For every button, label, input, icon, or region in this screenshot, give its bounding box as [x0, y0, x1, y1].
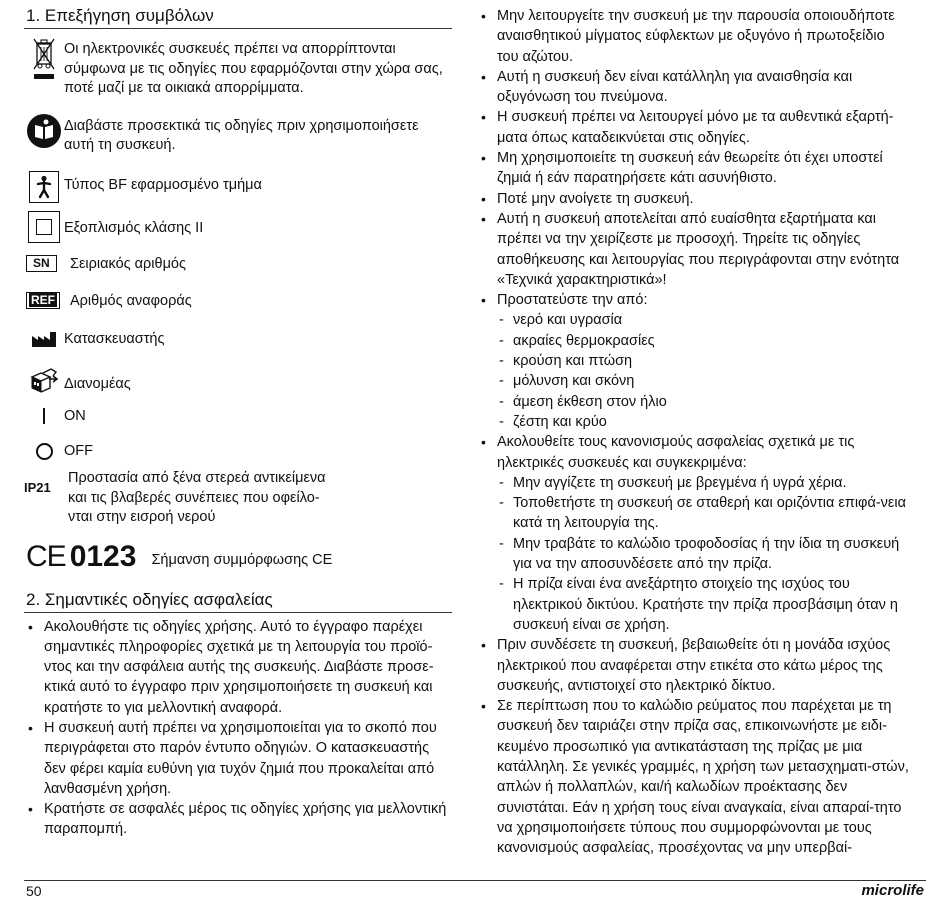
symbol-row-type-bf — [24, 171, 452, 203]
list-item: • Κρατήστε σε ασφαλές μέρος τις οδηγίες χρήσης για μελλοντική παραπομπή. — [24, 799, 452, 840]
power-off-icon — [24, 442, 64, 460]
ip21-icon: IP21 — [24, 480, 51, 495]
ce-number: 0123 — [69, 539, 137, 573]
type-bf-icon — [24, 171, 64, 203]
symbol-text-type-bf: Τύπος BF εφαρμοσμένο τμήμα — [64, 176, 262, 193]
serial-number-icon: SN — [24, 255, 70, 272]
list-item: - κρούση και πτώση — [477, 351, 909, 371]
distributor-icon — [24, 367, 64, 395]
list-item: • Σε περίπτωση που το καλώδιο ρεύματος που παρέχεται με τη συσκευή δεν ταιριάζει στην πρίζα σας, επικοινωνήστε με ειδι-κευμένο προσωπικό για αντικατάσταση της πρίζας με μια κατάλληλη. Σε γενικές γραμμές, η χρήση των μετασχηματι-στών, απλών ή πολλαπλών, και/ή καλωδίων προέκτασης δεν συνιστάται. Εάν η χρήση τους είναι αναγκαία, είναι απαραί-τητο να χρησιμοποιήσετε τύπους που συμμορφώνονται με τους κανονισμούς ασφαλείας, προσέχοντας να μην υπερβαί- — [477, 696, 909, 858]
symbol-text-serial-number: Σειριακός αριθμός — [70, 255, 186, 272]
ce-marking-text: Σήμανση συμμόρφωσης CE — [151, 552, 333, 568]
symbol-row-ip21 — [24, 469, 452, 528]
list-item: - ακραίες θερμοκρασίες — [477, 331, 909, 351]
symbol-text-manufacturer: Κατασκευαστής — [64, 330, 165, 347]
protect-lead: Προστατεύστε την από: — [497, 292, 648, 309]
protect-list — [477, 310, 909, 432]
weee-bin-icon — [24, 38, 64, 98]
symbol-row-power-on — [24, 407, 452, 427]
list-item: - Η πρίζα είναι ένα ανεξάρτητο στοιχείο της ισχύος του ηλεκτρικού δικτύου. Κρατήστε την πρίζα προσβάσιμη όταν η συσκευή είναι σε χρήση. — [477, 574, 909, 635]
section-2-title: 2. Σημαντικές οδηγίες ασφαλείας — [24, 584, 452, 613]
section-1-title: 1. Επεξήγηση συμβόλων — [24, 0, 452, 29]
symbol-row-weee — [24, 38, 452, 99]
ce-marking-row — [24, 539, 452, 573]
list-item: - νερό και υγρασία — [477, 310, 909, 330]
symbol-row-read-instructions — [24, 113, 452, 156]
list-item: • Αυτή η συσκευή αποτελείται από ευαίσθητα εξαρτήματα και πρέπει να την χειρίζεστε με προσοχή. Τηρείτε τις οδηγίες αποθήκευσης και λειτουργίας που περιγράφονται στην ενότητα «Τεχνικά χαρακτηριστικά»! — [477, 209, 909, 290]
read-instructions-icon — [24, 113, 64, 149]
manufacturer-icon — [24, 330, 64, 348]
symbol-text-weee: Οι ηλεκτρονικές συσκευές πρέπει να απορρίπτονται σύμφωνα με τις οδηγίες που εφαρμόζονται στην χώρα σας, ποτέ μαζί με τα οικιακά απορρίμματα. — [64, 41, 443, 96]
brand-logo: microlife — [861, 882, 924, 899]
right-column — [477, 6, 909, 858]
safety-bullets-right-b — [477, 635, 909, 858]
symbol-row-distributor — [24, 367, 452, 395]
symbol-text-reference: Αριθμός αναφοράς — [70, 293, 192, 309]
list-item: - άμεση έκθεση στον ήλιο — [477, 392, 909, 412]
symbol-text-distributor: Διανομέας — [64, 376, 131, 392]
symbol-row-serial-number — [24, 255, 452, 275]
list-item: - Μην τραβάτε το καλώδιο τροφοδοσίας ή την ίδια τη συσκευή για να την αποσυνδέσετε από την πρίζα. — [477, 534, 909, 575]
symbol-text-power-on: ON — [64, 408, 86, 424]
symbol-text-power-off: OFF — [64, 442, 93, 459]
power-on-icon — [24, 407, 64, 424]
list-item: • Μην λειτουργείτε την συσκευή με την παρουσία οποιουδήποτε αναισθητικού μίγματος εύφλεκτων με οξυγόνο ή πρωτοξείδιο του αζώτου. — [477, 6, 909, 67]
symbol-row-manufacturer — [24, 330, 452, 350]
symbol-row-class-ii — [24, 211, 452, 243]
left-column — [24, 0, 452, 840]
list-item: • Μη χρησιμοποιείτε τη συσκευή εάν θεωρείτε ότι έχει υποστεί ζημιά ή εάν παρατηρήσετε κάτι ασυνήθιστο. — [477, 148, 909, 189]
list-item: - μόλυνση και σκόνη — [477, 371, 909, 391]
safety-bullets-left — [24, 617, 452, 840]
list-item: - ζέστη και κρύο — [477, 412, 909, 432]
list-item: • Ποτέ μην ανοίγετε τη συσκευή. — [477, 189, 909, 209]
list-item-protect — [477, 290, 909, 310]
list-item: - Μην αγγίζετε τη συσκευή με βρεγμένα ή υγρά χέρια. — [477, 473, 909, 493]
list-item: • Πριν συνδέσετε τη συσκευή, βεβαιωθείτε ότι η μονάδα ισχύος ηλεκτρικού που αναφέρεται στην ετικέτα στο κάτω μέρος της συσκευής, αντιστοιχεί στο ηλεκτρικό δίκτυο. — [477, 635, 909, 696]
list-item: • Αυτή η συσκευή δεν είναι κατάλληλη για αναισθησία και οξυγόνωση του πνεύμονα. — [477, 67, 909, 108]
symbol-text-ip21: Προστασία από ξένα στερεά αντικείμενα και τις βλαβερές συνέπειες που οφείλο-νται στην εισροή νερού — [68, 470, 326, 525]
footer-divider — [24, 880, 926, 881]
reference-icon: REF — [24, 292, 70, 309]
class-ii-icon — [24, 211, 64, 243]
symbol-row-power-off — [24, 442, 452, 462]
list-item: • Ακολουθείτε τους κανονισμούς ασφαλείας σχετικά με τις ηλεκτρικές συσκευές και συγκεκριμένα: — [477, 432, 909, 473]
list-item: • Η συσκευή αυτή πρέπει να χρησιμοποιείται για το σκοπό που περιγράφεται στο παρόν έντυπο οδηγιών. Ο κατασκευαστής δεν φέρει καμία ευθύνη για τυχόν ζημιά που προκαλείται από λανθασμένη χρήση. — [24, 718, 452, 799]
electrical-safety-bullet — [477, 432, 909, 473]
list-item: • Ακολουθήστε τις οδηγίες χρήσης. Αυτό το έγγραφο παρέχει σημαντικές πληροφορίες σχετικά με τη λειτουργία του προϊό-ντος και την ασφάλεια αυτής της συσκευής. Διαβάστε προσε-κτικά αυτό το έγγραφο πριν χρησιμοποιήσετε τη συσκευή και κρατήστε το για μελλοντική αναφορά. — [24, 617, 452, 718]
symbol-text-class-ii: Εξοπλισμός κλάσης II — [64, 219, 204, 236]
list-item: • Η συσκευή πρέπει να λειτουργεί μόνο με τα αυθεντικά εξαρτή-ματα όπως καταδεικνύεται στις οδηγίες. — [477, 107, 909, 148]
page-number: 50 — [26, 883, 42, 899]
ce-mark-icon: CE — [26, 539, 66, 573]
symbol-text-read-instructions: Διαβάστε προσεκτικά τις οδηγίες πριν χρησιμοποιήσετε αυτή τη συσκευή. — [64, 117, 419, 153]
electrical-list — [477, 473, 909, 635]
safety-bullets-right-a — [477, 6, 909, 310]
symbol-row-reference — [24, 292, 452, 312]
list-item: - Τοποθετήστε τη συσκευή σε σταθερή και οριζόντια επιφά-νεια κατά τη λειτουργία της. — [477, 493, 909, 534]
